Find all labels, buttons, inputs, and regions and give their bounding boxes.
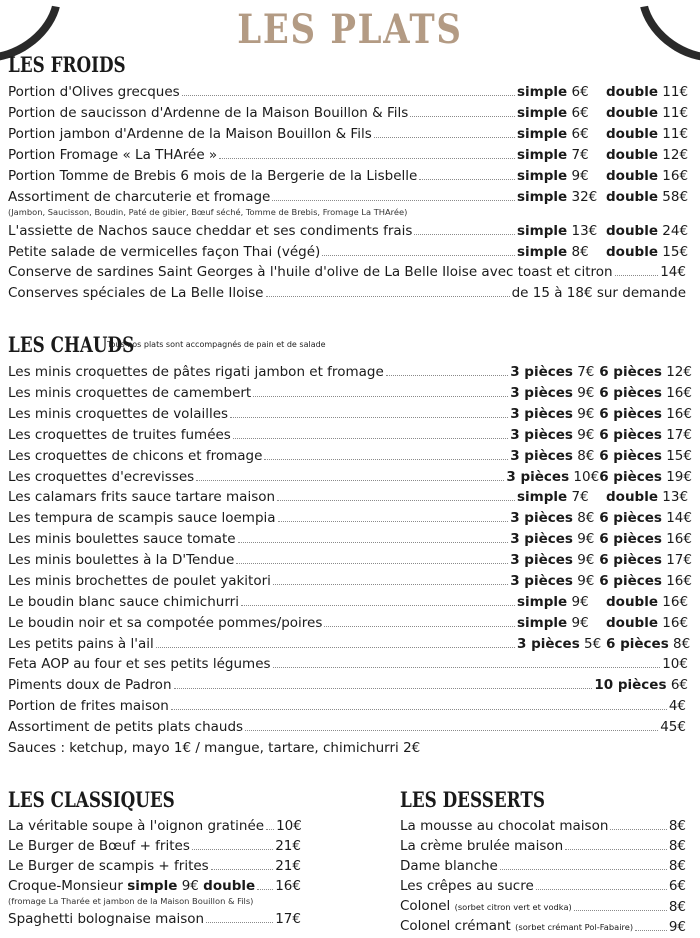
leader-dots [211, 869, 274, 870]
portion-label: double [606, 223, 658, 239]
list-item [8, 126, 692, 142]
item-price: 8€ [668, 838, 686, 854]
portion-price: 8€ [577, 447, 595, 464]
portion-label: 6 pièces [599, 447, 662, 464]
portion-label: simple [127, 878, 178, 894]
list-item [400, 878, 686, 894]
second-price [599, 406, 692, 422]
first-price [517, 223, 606, 239]
leader-dots [236, 563, 508, 564]
portion-label: double [606, 614, 658, 631]
portion-price: 9€ [577, 573, 595, 589]
item-name: Le Burger de scampis + frites [8, 858, 209, 874]
leader-dots [196, 480, 504, 481]
first-price [517, 168, 606, 184]
dessert-note: (sorbet citron vert et vodka) [454, 902, 572, 912]
item-name: Les minis brochettes de poulet yakitori [8, 573, 271, 589]
second-price [606, 223, 692, 239]
portion-label: double [606, 126, 658, 142]
portion-price: 16€ [666, 573, 692, 589]
item-name: Les petits pains à l'ail [8, 635, 154, 652]
section-title-desserts: LES DESSERTS [400, 787, 545, 812]
item-price: 21€ [275, 838, 301, 854]
portion-label: simple [517, 593, 568, 610]
item-name: Petite salade de vermicelles façon Thai (végé) [8, 244, 321, 260]
portion-price: 6€ [571, 126, 589, 142]
leader-dots [414, 234, 515, 235]
list-item [8, 911, 301, 927]
list-item [8, 189, 692, 205]
portion-price: 11€ [662, 84, 689, 100]
dessert-name: Les crêpes au sucre [400, 878, 534, 894]
portion-label: 6 pièces [599, 573, 662, 589]
portion-label: double [606, 168, 658, 184]
portion-label: simple [517, 614, 568, 631]
item-name: La véritable soupe à l'oignon gratinée [8, 818, 265, 834]
item-price: 8€ [668, 818, 686, 834]
portion-label: 3 pièces [510, 426, 573, 443]
portion-price: 9€ [571, 168, 589, 184]
item-name: Les minis croquettes de volailles [8, 405, 229, 422]
list-item [8, 615, 692, 631]
portion-price: 13€ [571, 223, 598, 239]
first-price [517, 105, 606, 121]
portion-price: 16€ [666, 384, 692, 401]
list-item [400, 858, 686, 874]
list-item [8, 698, 686, 714]
leader-dots [233, 438, 508, 439]
leader-dots [410, 116, 515, 117]
leader-dots [171, 709, 667, 710]
portion-price: 58€ [662, 189, 689, 205]
list-item [8, 489, 692, 505]
leader-dots [324, 626, 515, 627]
portion-label: simple [517, 147, 568, 163]
item-price: de 15 à 18€ sur demande [511, 285, 686, 301]
item-name: Feta AOP au four et ses petits légumes [8, 656, 271, 672]
leader-dots [322, 255, 515, 256]
portion-label: 6 pièces [606, 635, 669, 652]
chauds-note: Tous nos plats sont accompagnés de pain et de salade [107, 340, 326, 349]
list-item [8, 719, 686, 735]
first-price [510, 385, 599, 401]
leader-dots [419, 179, 515, 180]
croque-name: Croque-Monsieur [8, 878, 123, 894]
list-item [8, 285, 686, 301]
dessert-name: La mousse au chocolat maison [400, 818, 609, 834]
list-item [8, 636, 692, 652]
portion-price: 9€ [571, 614, 589, 631]
croque-note: (fromage La Tharée et jambon de la Maison Bouillon & Fils) [8, 896, 254, 906]
item-name: L'assiette de Nachos sauce cheddar et ses condiments frais [8, 223, 413, 239]
first-price [517, 636, 606, 652]
first-price [510, 510, 599, 526]
item-name: Portion Fromage « La THArée » [8, 147, 218, 163]
leader-dots [182, 95, 515, 96]
portion-price: 16€ [662, 614, 689, 631]
portion-label: double [606, 84, 658, 100]
portion-label: simple [517, 168, 568, 184]
first-price [510, 448, 599, 464]
item-name [400, 878, 534, 894]
list-item [400, 818, 686, 834]
section-title-chauds: LES CHAUDS [8, 332, 135, 357]
portion-label: 3 pièces [510, 364, 573, 380]
second-price [599, 573, 692, 589]
portion-label: 3 pièces [510, 447, 573, 464]
leader-dots [500, 869, 667, 870]
first-price [506, 469, 599, 485]
item-name: Portion jambon d'Ardenne de la Maison Bouillon & Fils [8, 126, 372, 142]
portion-price: 17€ [666, 552, 692, 569]
list-item [400, 918, 686, 935]
list-item [8, 385, 692, 401]
list-item [8, 818, 301, 834]
first-price [510, 531, 599, 547]
list-item [8, 838, 301, 854]
list-item [8, 244, 692, 260]
portion-price: 16€ [666, 531, 692, 548]
first-price [510, 406, 599, 422]
portion-label: 3 pièces [510, 510, 573, 527]
first-price [510, 427, 599, 443]
item-name: Portion d'Olives grecques [8, 84, 180, 100]
portion-label: 6 pièces [599, 510, 662, 527]
second-price [606, 615, 692, 631]
portion-price: 6€ [670, 677, 688, 693]
item-price: 16€ [275, 878, 301, 894]
leader-dots [241, 605, 515, 606]
item-name: Le boudin blanc sauce chimichurri [8, 593, 239, 610]
portion-price: 11€ [662, 126, 689, 142]
leader-dots [192, 849, 273, 850]
item-name [400, 898, 572, 915]
portion-label: simple [517, 223, 568, 239]
leader-dots [266, 829, 274, 830]
portion-price: 9€ [577, 552, 595, 569]
leader-dots [230, 417, 508, 418]
portion-label: double [606, 105, 658, 121]
item-name: Les croquettes d'ecrevisses [8, 468, 195, 485]
portion-price: 15€ [662, 244, 689, 260]
second-price [599, 448, 692, 464]
item-price: 21€ [275, 858, 301, 874]
dessert-name: Colonel [400, 898, 451, 914]
leader-dots [277, 500, 515, 501]
portion-label: double [606, 593, 658, 610]
portion-price: 12€ [662, 147, 689, 163]
second-price [606, 244, 692, 260]
portion-price: 9€ [577, 531, 595, 548]
portion-price: 7€ [577, 364, 595, 380]
item-name: Portion de frites maison [8, 698, 169, 714]
leader-dots [238, 542, 509, 543]
portion-label: double [203, 878, 256, 894]
second-price [606, 126, 692, 142]
list-item [8, 656, 688, 672]
second-price [606, 636, 692, 652]
item-name: Les calamars frits sauce tartare maison [8, 489, 276, 506]
portion-price: 9€ [577, 405, 595, 422]
portion-price: 9€ [577, 384, 595, 401]
item-name: Les minis croquettes de pâtes rigati jambon et fromage [8, 364, 384, 380]
leader-dots [574, 910, 667, 911]
portion-price: 16€ [662, 168, 689, 184]
portion-price: 6€ [571, 84, 589, 100]
leader-dots [536, 889, 667, 890]
second-price [599, 364, 692, 380]
item-price: 8€ [668, 899, 686, 915]
assortiment-note: (Jambon, Saucisson, Boudin, Paté de gibier, Bœuf séché, Tomme de Brebis, Fromage La THArée) [8, 207, 408, 217]
portion-label: simple [517, 84, 568, 100]
first-price [517, 147, 606, 163]
portion-label: simple [517, 126, 568, 142]
portion-price: 16€ [666, 405, 692, 422]
portion-label: 6 pièces [599, 426, 662, 443]
portion-label: 6 pièces [599, 531, 662, 548]
leader-dots [245, 730, 658, 731]
portion-price: 5€ [584, 635, 602, 652]
portion-label: 6 pièces [599, 552, 662, 569]
leader-dots [278, 521, 509, 522]
item-name: Piments doux de Padron [8, 677, 172, 693]
first-price [510, 552, 599, 568]
list-item [8, 469, 692, 485]
list-item [8, 364, 692, 380]
item-name: Les croquettes de truites fumées [8, 426, 231, 443]
list-item [8, 552, 692, 568]
second-price [606, 189, 692, 205]
item-name [400, 858, 498, 874]
item-name: Spaghetti bolognaise maison [8, 911, 205, 927]
list-item [8, 84, 692, 100]
item-price: 6€ [668, 878, 686, 894]
second-price [599, 552, 692, 568]
portion-label: double [606, 147, 658, 163]
list-item [8, 406, 692, 422]
section-title-classiques: LES CLASSIQUES [8, 787, 175, 812]
portion-label: 10 pièces [594, 677, 667, 693]
list-item [8, 264, 686, 280]
leader-dots [206, 922, 273, 923]
first-price [517, 244, 606, 260]
item-price: 4€ [668, 698, 686, 714]
portion-price: 9€ [577, 426, 595, 443]
second-price [599, 427, 692, 443]
portion-price: 8€ [673, 635, 691, 652]
item-price: 45€ [660, 719, 686, 735]
list-item [400, 898, 686, 915]
portion-label: 3 pièces [510, 552, 573, 569]
list-item [8, 878, 301, 894]
first-price [517, 615, 606, 631]
leader-dots [156, 647, 515, 648]
portion-price: 24€ [662, 223, 689, 239]
dessert-name: Dame blanche [400, 858, 498, 874]
first-price [517, 594, 606, 610]
item-price: 8€ [668, 858, 686, 874]
second-price [606, 594, 692, 610]
portion-price: 8€ [571, 244, 589, 260]
first-price [517, 189, 606, 205]
item-name: Le boudin noir et sa compotée pommes/poires [8, 614, 323, 631]
portion-price: 7€ [571, 147, 589, 163]
list-item [8, 510, 692, 526]
portion-label: 3 pièces [517, 635, 580, 652]
second-price [606, 147, 692, 163]
first-price [510, 364, 599, 380]
list-item [8, 147, 692, 163]
item-name: Les minis boulettes à la D'Tendue [8, 552, 235, 569]
leader-dots [610, 829, 666, 830]
item-name [400, 918, 633, 935]
list-item [400, 838, 686, 854]
leader-dots [273, 667, 661, 668]
portion-price: 19€ [666, 468, 692, 485]
item-name: Assortiment de petits plats chauds [8, 719, 244, 735]
portion-label: 6 pièces [599, 364, 662, 380]
portion-price: 9€ [181, 878, 199, 894]
item-name: Conserve de sardines Saint Georges à l'huile d'olive de La Belle Iloise avec toast et citron [8, 264, 613, 280]
item-name: Les croquettes de chicons et fromage [8, 447, 263, 464]
dessert-note: (sorbet crémant Pol-Fabaire) [515, 922, 634, 932]
leader-dots [264, 459, 508, 460]
dessert-name: La crème brulée maison [400, 838, 564, 854]
portion-label: double [606, 244, 658, 260]
list-item [8, 223, 692, 239]
leader-dots [266, 296, 510, 297]
item-name: Assortiment de charcuterie et fromage [8, 189, 271, 205]
portion-price: 17€ [666, 426, 692, 443]
second-price [599, 510, 692, 526]
sauces-line: Sauces : ketchup, mayo 1€ / mangue, tartare, chimichurri 2€ [8, 740, 421, 756]
list-item [8, 594, 692, 610]
portion-label: double [606, 489, 658, 506]
leader-dots [565, 849, 667, 850]
first-price [517, 489, 606, 505]
second-price [606, 489, 692, 505]
list-item [8, 531, 692, 547]
list-item [8, 105, 692, 121]
item-price [594, 677, 688, 693]
second-price [599, 385, 692, 401]
first-price [517, 84, 606, 100]
portion-label: 6 pièces [599, 384, 662, 401]
portion-label: simple [517, 244, 568, 260]
list-item [8, 448, 692, 464]
portion-label: 3 pièces [510, 405, 573, 422]
list-item [8, 573, 692, 589]
portion-price: 10€ [573, 468, 600, 485]
item-name: Portion Tomme de Brebis 6 mois de la Bergerie de la Lisbelle [8, 168, 418, 184]
list-item [8, 858, 301, 874]
portion-price: 32€ [571, 189, 598, 205]
leader-dots [257, 889, 273, 890]
leader-dots [219, 158, 515, 159]
list-item [8, 677, 688, 693]
portion-price: 8€ [577, 510, 595, 527]
portion-label: simple [517, 489, 568, 506]
portion-price: 11€ [662, 105, 689, 121]
portion-label: 3 pièces [510, 531, 573, 548]
portion-label: 6 pièces [599, 405, 662, 422]
portion-label: 3 pièces [510, 573, 573, 589]
portion-price: 9€ [571, 593, 589, 610]
item-price: 17€ [275, 911, 301, 927]
leader-dots [615, 275, 659, 276]
list-item [8, 168, 692, 184]
item-price: 14€ [660, 264, 686, 280]
leader-dots [272, 200, 515, 201]
portion-price: 15€ [666, 447, 692, 464]
portion-price: 13€ [662, 489, 689, 506]
second-price [606, 84, 692, 100]
portion-label: 6 pièces [599, 468, 662, 485]
page-title: LES PLATS [237, 6, 463, 53]
portion-price: 14€ [666, 510, 692, 527]
section-title-froids: LES FROIDS [8, 52, 126, 77]
item-name: Les tempura de scampis sauce loempia [8, 510, 276, 527]
item-name: Le Burger de Bœuf + frites [8, 838, 190, 854]
portion-label: simple [517, 105, 568, 121]
item-price: 9€ [668, 919, 686, 935]
second-price [606, 105, 692, 121]
item-name: Les minis boulettes sauce tomate [8, 531, 236, 548]
first-price [510, 573, 599, 589]
leader-dots [635, 930, 667, 931]
portion-label: 3 pièces [506, 468, 570, 485]
list-item [8, 427, 692, 443]
item-price: 10€ [276, 818, 302, 834]
leader-dots [374, 137, 515, 138]
item-name: Les minis croquettes de camembert [8, 384, 252, 401]
item-name: Portion de saucisson d'Ardenne de la Maison Bouillon & Fils [8, 105, 409, 121]
item-name [400, 818, 608, 834]
item-name [400, 838, 563, 854]
item-name: Conserves spéciales de La Belle Iloise [8, 285, 264, 301]
second-price [599, 469, 692, 485]
item-name [8, 878, 255, 894]
leader-dots [386, 375, 508, 376]
portion-price: 6€ [571, 105, 589, 121]
item-price: 10€ [662, 656, 688, 672]
second-price [599, 531, 692, 547]
portion-label: 3 pièces [510, 384, 573, 401]
portion-label: simple [517, 189, 568, 205]
portion-price: 16€ [662, 593, 689, 610]
portion-price: 12€ [666, 364, 692, 380]
leader-dots [253, 396, 508, 397]
portion-label: double [606, 189, 658, 205]
leader-dots [273, 584, 508, 585]
first-price [517, 126, 606, 142]
leader-dots [174, 688, 593, 689]
second-price [606, 168, 692, 184]
portion-price: 7€ [571, 489, 589, 506]
dessert-name: Colonel crémant [400, 918, 511, 934]
